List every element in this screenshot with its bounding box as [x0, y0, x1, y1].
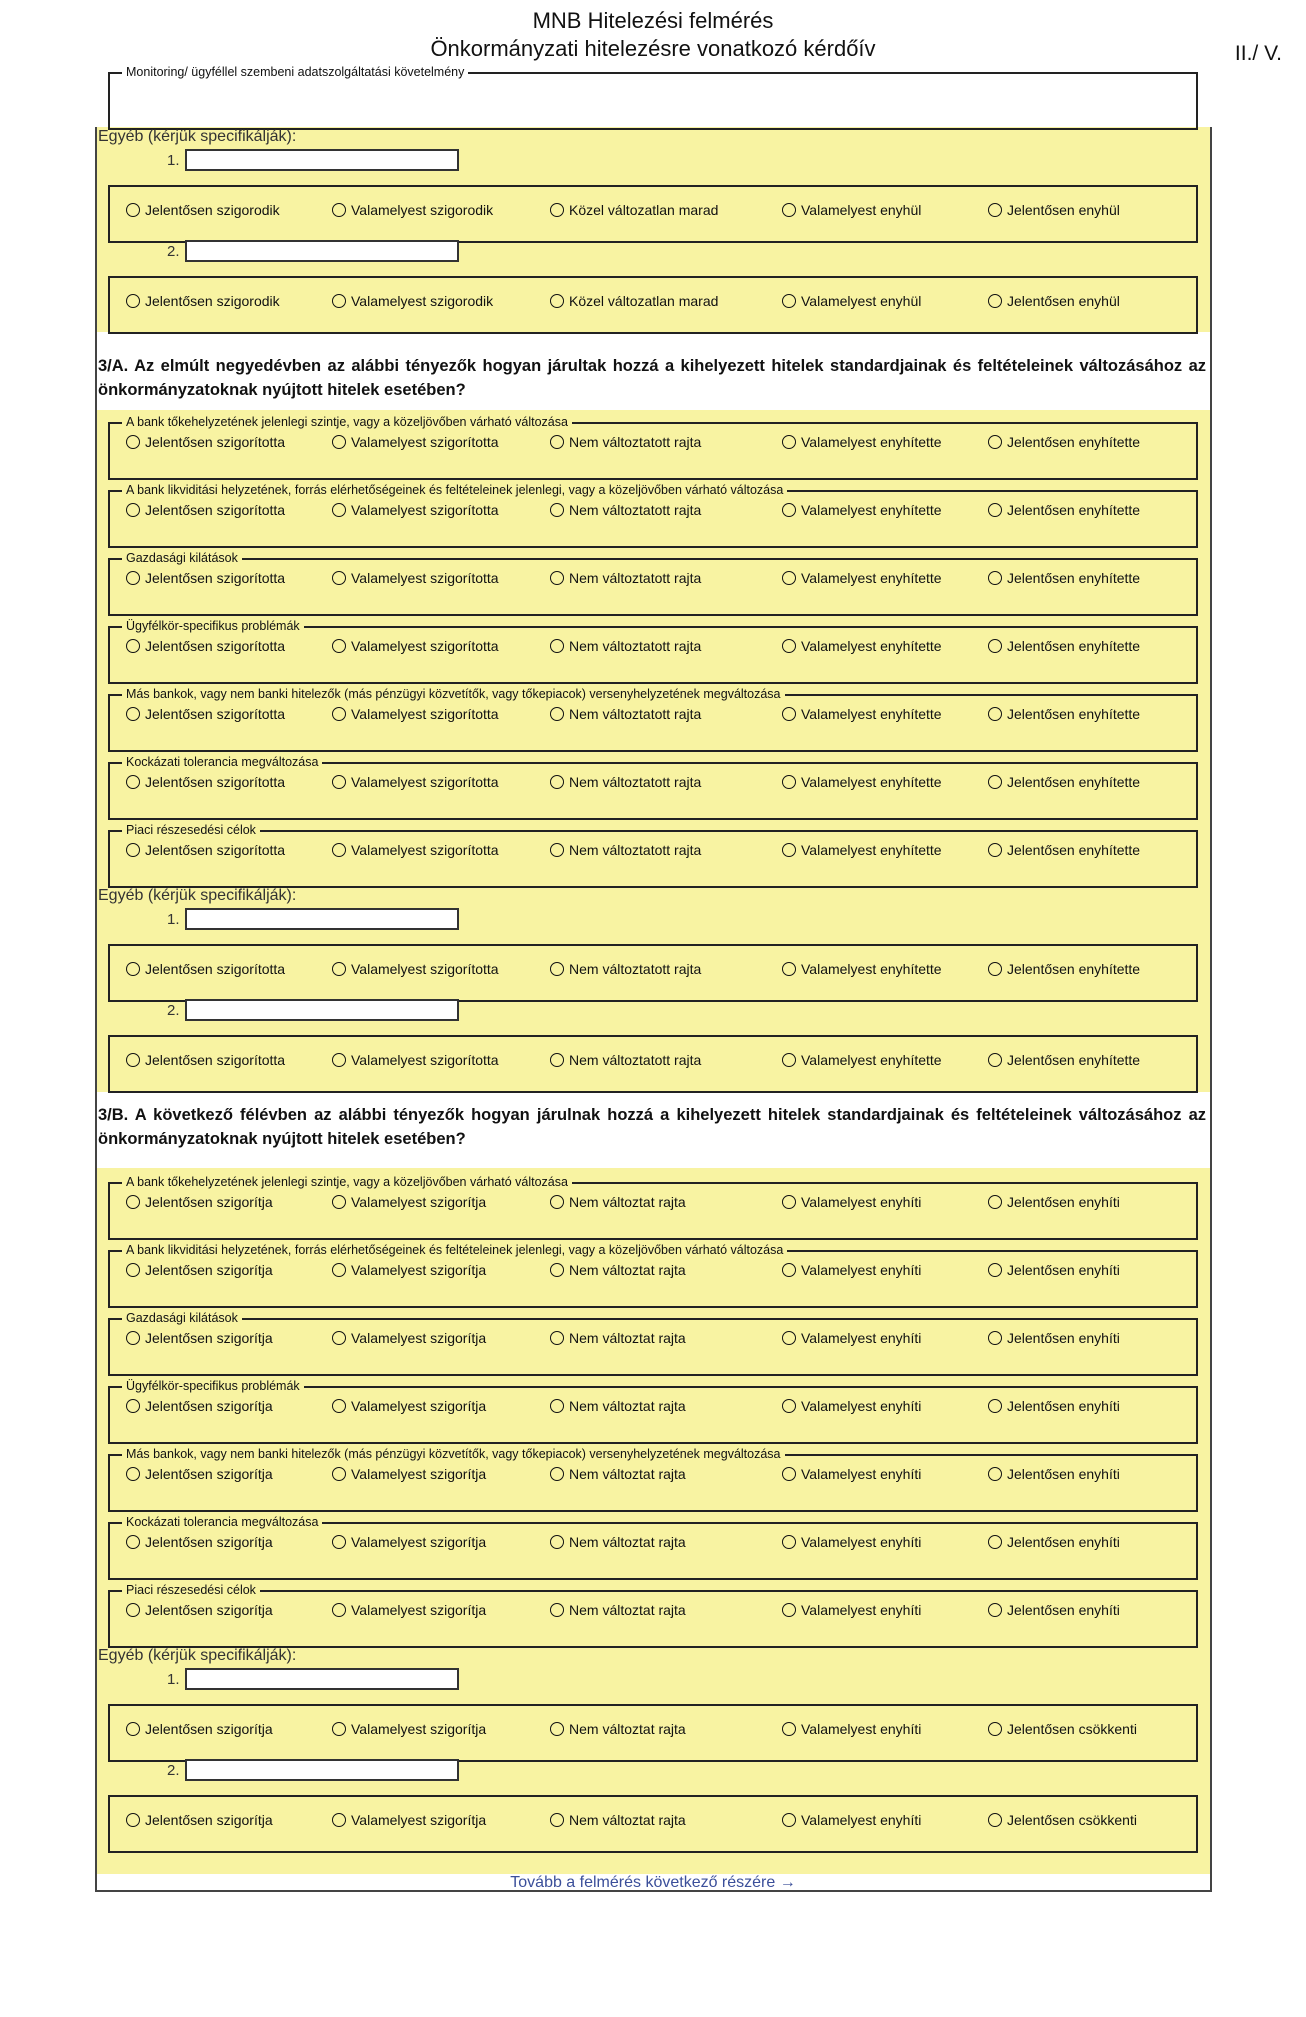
option-3[interactable]: Nem változtat rajta: [550, 1330, 686, 1346]
option-jelentosen-enyhul[interactable]: Jelentősen enyhül: [988, 293, 1120, 309]
option-1[interactable]: Jelentősen szigorította: [126, 706, 285, 722]
page-code: II./ V.: [1234, 42, 1282, 65]
radio-icon[interactable]: [126, 1195, 140, 1209]
option-5[interactable]: Jelentősen enyhítette: [988, 706, 1140, 722]
radio-icon[interactable]: [988, 1603, 1002, 1617]
radio-icon[interactable]: [782, 1603, 796, 1617]
egyeb-label: Egyéb (kérjük specifikálják):: [98, 128, 297, 145]
radio-icon[interactable]: [988, 1053, 1002, 1067]
factor-legend: Más bankok, vagy nem banki hitelezők (más pénzügyi közvetítők, vagy tőkepiacok) versenyhelyzetének megváltozása: [122, 686, 785, 702]
radio-icon[interactable]: [550, 1399, 564, 1413]
radio-icon[interactable]: [550, 775, 564, 789]
radio-icon[interactable]: [988, 1263, 1002, 1277]
q3a-other-2-number: 2.: [167, 1002, 180, 1019]
option-4[interactable]: Valamelyest enyhítette: [782, 706, 942, 722]
option-2[interactable]: Valamelyest szigorítja: [332, 1398, 486, 1414]
radio-icon[interactable]: [550, 1331, 564, 1345]
option-5[interactable]: Jelentősen enyhíti: [988, 1466, 1120, 1482]
q3a-other-2-group: [108, 1035, 1198, 1093]
radio-icon[interactable]: [332, 1722, 346, 1736]
option-4[interactable]: Valamelyest enyhítette: [782, 842, 942, 858]
radio-icon[interactable]: [332, 707, 346, 721]
radio-icon[interactable]: [550, 1467, 564, 1481]
radio-icon[interactable]: [332, 1603, 346, 1617]
option-1[interactable]: Jelentősen szigorította: [126, 638, 285, 654]
option-3[interactable]: Nem változtat rajta: [550, 1262, 686, 1278]
radio-icon[interactable]: [126, 503, 140, 517]
q3a-other-1-input[interactable]: [185, 908, 459, 930]
radio-icon[interactable]: [988, 639, 1002, 653]
other-1-group: [108, 185, 1198, 243]
other-2-group: [108, 276, 1198, 334]
radio-icon[interactable]: [988, 1813, 1002, 1827]
option-1[interactable]: Jelentősen szigorítja: [126, 1721, 273, 1737]
q3b-factor-group-4: [108, 1379, 1198, 1444]
option-1[interactable]: Jelentősen szigorítja: [126, 1466, 273, 1482]
option-4[interactable]: Valamelyest enyhíti: [782, 1812, 921, 1828]
factor-legend: Ügyfélkör-specifikus problémák: [122, 618, 304, 634]
radio-icon[interactable]: [782, 1331, 796, 1345]
option-1[interactable]: Jelentősen szigorította: [126, 434, 285, 450]
radio-icon[interactable]: [782, 1722, 796, 1736]
radio-icon[interactable]: [988, 707, 1002, 721]
option-1[interactable]: Jelentősen szigorította: [126, 961, 285, 977]
page-subtitle: Önkormányzati hitelezésre vonatkozó kérdőív: [430, 36, 876, 61]
radio-icon[interactable]: [126, 639, 140, 653]
radio-icon[interactable]: [126, 843, 140, 857]
option-3[interactable]: Nem változtat rajta: [550, 1812, 686, 1828]
option-4[interactable]: Valamelyest enyhíti: [782, 1534, 921, 1550]
q3b-factor-group-1: [108, 1175, 1198, 1240]
option-5[interactable]: Jelentősen enyhítette: [988, 434, 1140, 450]
radio-icon[interactable]: [550, 843, 564, 857]
radio-icon[interactable]: [126, 1722, 140, 1736]
option-2[interactable]: Valamelyest szigorította: [332, 842, 499, 858]
radio-icon[interactable]: [332, 503, 346, 517]
factor-legend: A bank tőkehelyzetének jelenlegi szintje, vagy a közeljövőben várható változása: [122, 414, 572, 430]
radio-icon[interactable]: [332, 1195, 346, 1209]
option-3[interactable]: Nem változtatott rajta: [550, 1052, 701, 1068]
option-4[interactable]: Valamelyest enyhíti: [782, 1721, 921, 1737]
option-4[interactable]: Valamelyest enyhíti: [782, 1330, 921, 1346]
option-3[interactable]: Nem változtatott rajta: [550, 570, 701, 586]
option-1[interactable]: Jelentősen szigorította: [126, 842, 285, 858]
radio-icon[interactable]: [550, 1195, 564, 1209]
radio-icon[interactable]: [550, 503, 564, 517]
q3a-other-2-input[interactable]: [185, 999, 459, 1021]
option-1[interactable]: Jelentősen szigorítja: [126, 1262, 273, 1278]
radio-icon[interactable]: [782, 203, 796, 217]
option-4[interactable]: Valamelyest enyhíti: [782, 1466, 921, 1482]
radio-icon[interactable]: [550, 1053, 564, 1067]
radio-icon[interactable]: [332, 1331, 346, 1345]
egyeb-label: Egyéb (kérjük specifikálják):: [98, 887, 297, 904]
option-4[interactable]: Valamelyest enyhítette: [782, 961, 942, 977]
option-2[interactable]: Valamelyest szigorította: [332, 706, 499, 722]
radio-icon[interactable]: [988, 1722, 1002, 1736]
q3a-factor-group-3: [108, 551, 1198, 616]
q3a-other-1-number: 1.: [167, 911, 180, 928]
egyeb-label: Egyéb (kérjük specifikálják):: [98, 1647, 297, 1664]
option-3[interactable]: Nem változtat rajta: [550, 1194, 686, 1210]
monitoring-group: [108, 65, 1198, 130]
radio-icon[interactable]: [988, 775, 1002, 789]
radio-icon[interactable]: [782, 843, 796, 857]
factor-legend: Piaci részesedési célok: [122, 822, 260, 838]
radio-icon[interactable]: [988, 294, 1002, 308]
radio-icon[interactable]: [988, 571, 1002, 585]
option-5[interactable]: Jelentősen enyhítette: [988, 570, 1140, 586]
q3a-factor-group-5: [108, 687, 1198, 752]
q3a-factor-group-4: [108, 619, 1198, 684]
radio-icon[interactable]: [988, 1399, 1002, 1413]
radio-icon[interactable]: [550, 1813, 564, 1827]
radio-icon[interactable]: [126, 1263, 140, 1277]
option-jelentosen-szigorodik[interactable]: Jelentősen szigorodik: [126, 202, 280, 218]
option-1[interactable]: Jelentősen szigorítja: [126, 1534, 273, 1550]
option-3[interactable]: Nem változtatott rajta: [550, 434, 701, 450]
option-5[interactable]: Jelentősen csökkenti: [988, 1812, 1137, 1828]
radio-icon[interactable]: [332, 1399, 346, 1413]
radio-icon[interactable]: [550, 571, 564, 585]
option-jelentosen-enyhul[interactable]: Jelentősen enyhül: [988, 202, 1120, 218]
radio-icon[interactable]: [332, 843, 346, 857]
factor-legend: Piaci részesedési célok: [122, 1582, 260, 1598]
radio-icon[interactable]: [550, 435, 564, 449]
option-2[interactable]: Valamelyest szigorította: [332, 502, 499, 518]
radio-icon[interactable]: [988, 1467, 1002, 1481]
option-1[interactable]: Jelentősen szigorította: [126, 570, 285, 586]
q3b-other-2-number: 2.: [167, 1762, 180, 1779]
option-2[interactable]: Valamelyest szigorítja: [332, 1721, 486, 1737]
next-section-link[interactable]: Tovább a felmérés következő részére →: [510, 1874, 796, 1891]
option-5[interactable]: Jelentősen enyhítette: [988, 961, 1140, 977]
radio-icon[interactable]: [332, 1467, 346, 1481]
question-3b: 3/B. A következő félévben az alábbi tényezők hogyan járulnak hozzá a kihelyezett hitelek standardjainak és feltételeinek változásához az önkormányzatoknak nyújtott hitelek esetében?: [98, 1106, 1206, 1148]
option-valamelyest-enyhul[interactable]: Valamelyest enyhül: [782, 202, 921, 218]
option-3[interactable]: Nem változtat rajta: [550, 1398, 686, 1414]
option-5[interactable]: Jelentősen enyhíti: [988, 1194, 1120, 1210]
radio-icon[interactable]: [782, 503, 796, 517]
option-valamelyest-szigorodik[interactable]: Valamelyest szigorodik: [332, 293, 493, 309]
radio-icon[interactable]: [126, 1331, 140, 1345]
option-1[interactable]: Jelentősen szigorítja: [126, 1194, 273, 1210]
monitoring-legend: Monitoring/ ügyféllel szembeni adatszolgáltatási követelmény: [122, 64, 468, 80]
factor-legend: Kockázati tolerancia megváltozása: [122, 1514, 322, 1530]
radio-icon[interactable]: [988, 1331, 1002, 1345]
option-3[interactable]: Nem változtat rajta: [550, 1466, 686, 1482]
option-1[interactable]: Jelentősen szigorítja: [126, 1398, 273, 1414]
option-1[interactable]: Jelentősen szigorítja: [126, 1812, 273, 1828]
option-4[interactable]: Valamelyest enyhítette: [782, 434, 942, 450]
radio-icon[interactable]: [550, 639, 564, 653]
radio-icon[interactable]: [988, 1195, 1002, 1209]
radio-icon[interactable]: [782, 962, 796, 976]
option-2[interactable]: Valamelyest szigorítja: [332, 1534, 486, 1550]
option-5[interactable]: Jelentősen enyhítette: [988, 774, 1140, 790]
radio-icon[interactable]: [988, 203, 1002, 217]
option-3[interactable]: Nem változtat rajta: [550, 1602, 686, 1618]
radio-icon[interactable]: [782, 435, 796, 449]
option-3[interactable]: Nem változtatott rajta: [550, 706, 701, 722]
radio-icon[interactable]: [782, 775, 796, 789]
radio-icon[interactable]: [126, 1813, 140, 1827]
q3a-factor-group-6: [108, 755, 1198, 820]
factor-legend: A bank likviditási helyzetének, forrás elérhetőségeinek és feltételeinek jelenlegi, vagy a közeljövőben várható változása: [122, 482, 787, 498]
radio-icon[interactable]: [782, 1263, 796, 1277]
option-4[interactable]: Valamelyest enyhíti: [782, 1602, 921, 1618]
radio-icon[interactable]: [782, 294, 796, 308]
radio-icon[interactable]: [782, 1399, 796, 1413]
option-jelentosen-szigorodik[interactable]: Jelentősen szigorodik: [126, 293, 280, 309]
option-2[interactable]: Valamelyest szigorítja: [332, 1262, 486, 1278]
option-5[interactable]: Jelentősen enyhíti: [988, 1602, 1120, 1618]
q3b-other-1-input[interactable]: [185, 1668, 459, 1690]
option-5[interactable]: Jelentősen enyhíti: [988, 1262, 1120, 1278]
option-1[interactable]: Jelentősen szigorítja: [126, 1602, 273, 1618]
radio-icon[interactable]: [332, 639, 346, 653]
option-1[interactable]: Jelentősen szigorította: [126, 502, 285, 518]
radio-icon[interactable]: [782, 1535, 796, 1549]
option-2[interactable]: Valamelyest szigorítja: [332, 1194, 486, 1210]
radio-icon[interactable]: [550, 294, 564, 308]
radio-icon[interactable]: [988, 503, 1002, 517]
q3b-other-2-group: [108, 1795, 1198, 1853]
other-1-input[interactable]: [185, 149, 459, 171]
option-kozel-valtozatlan[interactable]: Közel változatlan marad: [550, 293, 718, 309]
option-5[interactable]: Jelentősen enyhítette: [988, 502, 1140, 518]
radio-icon[interactable]: [782, 1195, 796, 1209]
option-3[interactable]: Nem változtatott rajta: [550, 774, 701, 790]
q3a-other-1-group: [108, 944, 1198, 1002]
radio-icon[interactable]: [332, 1535, 346, 1549]
radio-icon[interactable]: [332, 294, 346, 308]
option-2[interactable]: Valamelyest szigorítja: [332, 1602, 486, 1618]
radio-icon[interactable]: [550, 962, 564, 976]
option-2[interactable]: Valamelyest szigorítja: [332, 1812, 486, 1828]
radio-icon[interactable]: [782, 707, 796, 721]
factor-legend: Ügyfélkör-specifikus problémák: [122, 1378, 304, 1394]
option-4[interactable]: Valamelyest enyhítette: [782, 570, 942, 586]
option-valamelyest-enyhul[interactable]: Valamelyest enyhül: [782, 293, 921, 309]
option-3[interactable]: Nem változtat rajta: [550, 1534, 686, 1550]
option-3[interactable]: Nem változtat rajta: [550, 1721, 686, 1737]
radio-icon[interactable]: [332, 962, 346, 976]
radio-icon[interactable]: [332, 1813, 346, 1827]
option-2[interactable]: Valamelyest szigorítja: [332, 1466, 486, 1482]
radio-icon[interactable]: [550, 203, 564, 217]
q3a-factor-group-1: [108, 415, 1198, 480]
radio-icon[interactable]: [126, 1535, 140, 1549]
factor-legend: A bank tőkehelyzetének jelenlegi szintje, vagy a közeljövőben várható változása: [122, 1174, 572, 1190]
option-2[interactable]: Valamelyest szigorította: [332, 638, 499, 654]
option-4[interactable]: Valamelyest enyhíti: [782, 1262, 921, 1278]
option-4[interactable]: Valamelyest enyhítette: [782, 502, 942, 518]
radio-icon[interactable]: [550, 1263, 564, 1277]
radio-icon[interactable]: [126, 707, 140, 721]
q3b-other-1-group: [108, 1704, 1198, 1762]
option-1[interactable]: Jelentősen szigorította: [126, 1052, 285, 1068]
page-title: MNB Hitelezési felmérés: [532, 8, 774, 33]
other-2-input[interactable]: [185, 240, 459, 262]
factor-legend: Gazdasági kilátások: [122, 1310, 242, 1326]
radio-icon[interactable]: [126, 435, 140, 449]
option-5[interactable]: Jelentősen enyhíti: [988, 1398, 1120, 1414]
option-2[interactable]: Valamelyest szigorítja: [332, 1330, 486, 1346]
other-1-number: 1.: [167, 152, 180, 169]
q3b-factor-group-2: [108, 1243, 1198, 1308]
option-3[interactable]: Nem változtatott rajta: [550, 638, 701, 654]
q3b-other-2-input[interactable]: [185, 1759, 459, 1781]
question-3a: 3/A. Az elmúlt negyedévben az alábbi tényezők hogyan járultak hozzá a kihelyezett hitelek standardjainak és feltételeinek változásához az önkormányzatoknak nyújtott hitelek esetében?: [98, 357, 1206, 399]
radio-icon[interactable]: [988, 843, 1002, 857]
radio-icon[interactable]: [126, 1053, 140, 1067]
option-5[interactable]: Jelentősen enyhíti: [988, 1534, 1120, 1550]
option-5[interactable]: Jelentősen enyhítette: [988, 842, 1140, 858]
option-4[interactable]: Valamelyest enyhíti: [782, 1398, 921, 1414]
factor-legend: Gazdasági kilátások: [122, 550, 242, 566]
radio-icon[interactable]: [126, 294, 140, 308]
radio-icon[interactable]: [782, 1053, 796, 1067]
option-2[interactable]: Valamelyest szigorította: [332, 774, 499, 790]
radio-icon[interactable]: [782, 1467, 796, 1481]
radio-icon[interactable]: [126, 1399, 140, 1413]
radio-icon[interactable]: [126, 775, 140, 789]
radio-icon[interactable]: [782, 571, 796, 585]
radio-icon[interactable]: [550, 1535, 564, 1549]
radio-icon[interactable]: [332, 435, 346, 449]
q3a-factor-group-7: [108, 823, 1198, 888]
option-1[interactable]: Jelentősen szigorítja: [126, 1330, 273, 1346]
radio-icon[interactable]: [550, 707, 564, 721]
q3a-factor-group-2: [108, 483, 1198, 548]
option-kozel-valtozatlan[interactable]: Közel változatlan marad: [550, 202, 718, 218]
q3b-factor-group-6: [108, 1515, 1198, 1580]
option-3[interactable]: Nem változtatott rajta: [550, 961, 701, 977]
option-5[interactable]: Jelentősen csökkenti: [988, 1721, 1137, 1737]
radio-icon[interactable]: [782, 639, 796, 653]
radio-icon[interactable]: [126, 1467, 140, 1481]
radio-icon[interactable]: [332, 1263, 346, 1277]
radio-icon[interactable]: [332, 203, 346, 217]
other-2-number: 2.: [167, 243, 180, 260]
option-4[interactable]: Valamelyest enyhítette: [782, 1052, 942, 1068]
radio-icon[interactable]: [550, 1722, 564, 1736]
option-4[interactable]: Valamelyest enyhítette: [782, 638, 942, 654]
factor-legend: Más bankok, vagy nem banki hitelezők (más pénzügyi közvetítők, vagy tőkepiacok) versenyhelyzetének megváltozása: [122, 1446, 785, 1462]
q3b-factor-group-5: [108, 1447, 1198, 1512]
radio-icon[interactable]: [988, 962, 1002, 976]
radio-icon[interactable]: [126, 962, 140, 976]
option-4[interactable]: Valamelyest enyhíti: [782, 1194, 921, 1210]
option-4[interactable]: Valamelyest enyhítette: [782, 774, 942, 790]
option-1[interactable]: Jelentősen szigorította: [126, 774, 285, 790]
radio-icon[interactable]: [988, 435, 1002, 449]
option-2[interactable]: Valamelyest szigorította: [332, 961, 499, 977]
radio-icon[interactable]: [332, 571, 346, 585]
radio-icon[interactable]: [126, 203, 140, 217]
radio-icon[interactable]: [332, 1053, 346, 1067]
option-2[interactable]: Valamelyest szigorította: [332, 570, 499, 586]
option-3[interactable]: Nem változtatott rajta: [550, 842, 701, 858]
factor-legend: A bank likviditási helyzetének, forrás elérhetőségeinek és feltételeinek jelenlegi, vagy a közeljövőben várható változása: [122, 1242, 787, 1258]
radio-icon[interactable]: [332, 775, 346, 789]
radio-icon[interactable]: [782, 1813, 796, 1827]
radio-icon[interactable]: [988, 1535, 1002, 1549]
option-2[interactable]: Valamelyest szigorította: [332, 1052, 499, 1068]
q3b-other-1-number: 1.: [167, 1671, 180, 1688]
radio-icon[interactable]: [126, 571, 140, 585]
option-2[interactable]: Valamelyest szigorította: [332, 434, 499, 450]
q3b-factor-group-7: [108, 1583, 1198, 1648]
option-5[interactable]: Jelentősen enyhíti: [988, 1330, 1120, 1346]
radio-icon[interactable]: [126, 1603, 140, 1617]
q3b-factor-group-3: [108, 1311, 1198, 1376]
option-3[interactable]: Nem változtatott rajta: [550, 502, 701, 518]
option-5[interactable]: Jelentősen enyhítette: [988, 1052, 1140, 1068]
radio-icon[interactable]: [550, 1603, 564, 1617]
factor-legend: Kockázati tolerancia megváltozása: [122, 754, 322, 770]
option-5[interactable]: Jelentősen enyhítette: [988, 638, 1140, 654]
option-valamelyest-szigorodik[interactable]: Valamelyest szigorodik: [332, 202, 493, 218]
